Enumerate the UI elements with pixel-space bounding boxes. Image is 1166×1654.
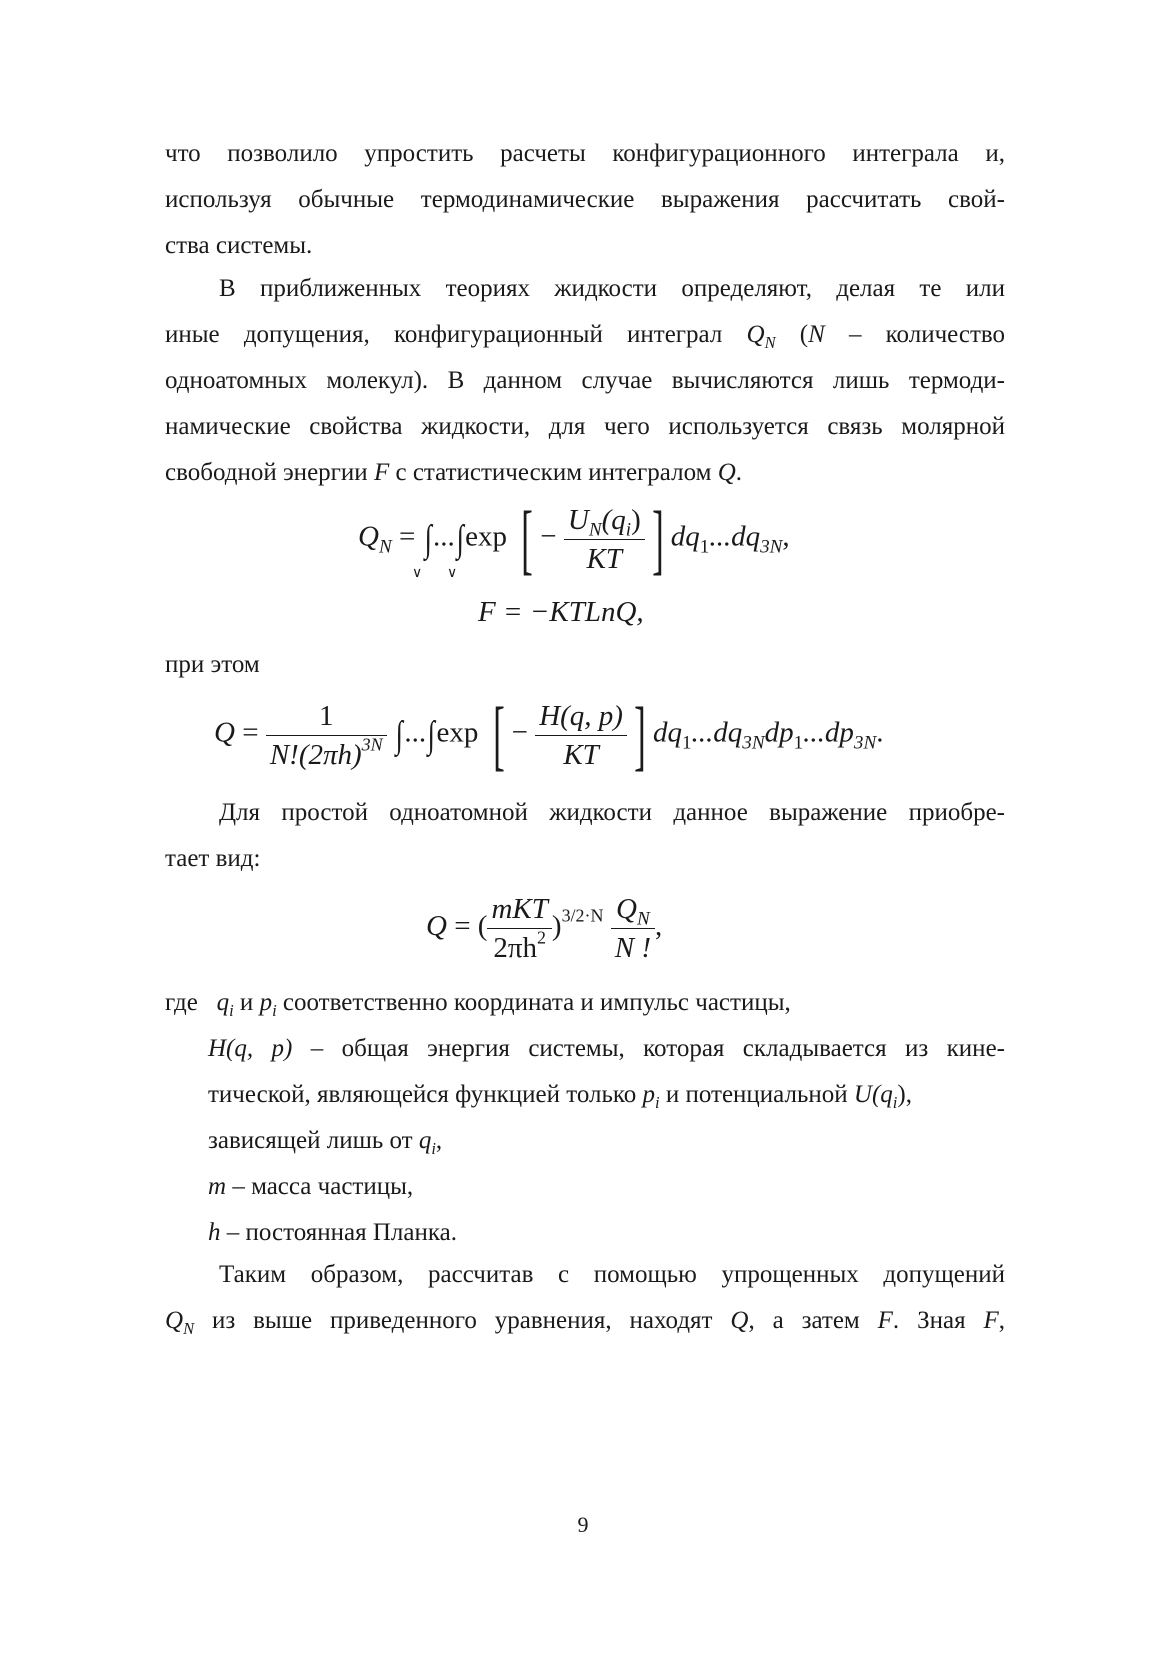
integral-sign: ∫ <box>456 518 464 560</box>
integral-sign: ∫ <box>427 714 435 756</box>
fraction: $\frac{H(q, p)}{KT}$ <box>535 697 627 774</box>
paragraph-4 <box>165 1252 1005 1344</box>
page-number: 9 <box>577 1512 589 1537</box>
text-line: ства системы. <box>165 232 313 259</box>
right-bracket: ] <box>634 691 646 778</box>
text-line: иные допущения, конфигурационный интеграл $Q_N$ (N – количество <box>165 321 1006 352</box>
definition-item: зависящей лишь от $q_i$, <box>208 1127 443 1158</box>
fraction: $\frac{Q_N}{N !}$ <box>611 890 655 967</box>
equation-statistical-integral: Q = $\frac{1}{N!(2\pi h)^{3N}}$ ∫...∫exp [ − $\frac{H(q, p)}{KT}$ ] $dq_1...dq_{3N}dp_1...dp_{3N}$. <box>214 691 884 778</box>
text-line: одноатомных молекул). В данном случае вычисляются лишь термоди- <box>165 367 1005 394</box>
paragraph-text: при этом <box>165 651 260 678</box>
paragraph-2 <box>165 266 1005 496</box>
text-line: Таким образом, рассчитав с помощью упрощенных допущений <box>219 1261 1005 1288</box>
text-line: тает вид: <box>165 845 261 872</box>
text-line: используя обычные термодинамические выражения рассчитать свой- <box>165 186 1005 213</box>
text-line: Для простой одноатомной жидкости данное выражение приобре- <box>219 799 1005 826</box>
text-line: $Q_N$ из выше приведенного уравнения, находят Q, а затем F. Зная F, <box>165 1307 1005 1338</box>
definitions-list <box>165 980 1005 1256</box>
equation-configuration-integral: $Q_N = \int...\int\exp$ [ − $\frac{U_N(q_i)}{KT}$ ] $dq_1...dq_{3N}$, <box>358 495 790 582</box>
volume-mark: ∨ <box>447 566 458 581</box>
definition-item: m – масса частицы, <box>208 1173 414 1200</box>
definition-item: h – постоянная Планка. <box>208 1219 457 1246</box>
integral-sign: ∫ <box>395 714 403 756</box>
text-line: свободной энергии F с статистическим интегралом Q. <box>165 459 743 486</box>
left-bracket: [ <box>521 495 534 582</box>
left-bracket: [ <box>492 691 505 778</box>
equation-monatomic-liquid: Q = ( $\frac{\text{mKT}}{2\pi h^2}$ )$^{3/2\cdot N}$ $\frac{Q_N}{N !}$ , <box>426 890 662 967</box>
integral-sign: ∫ <box>424 518 432 560</box>
definition-item: тической, являющейся функцией только $p_i$ и потенциальной $U(q_i)$, <box>208 1081 912 1112</box>
text-line: намические свойства жидкости, для чего используется связь молярной <box>165 413 1005 440</box>
right-bracket: ] <box>651 495 664 582</box>
definition-item: где $q_i$ и $p_i$ соответственно координата и импульс частицы, <box>165 989 791 1020</box>
equation-free-energy: F = −KTLnQ, <box>478 596 644 628</box>
definition-item: H(q, p) – общая энергия системы, которая складывается из кине- <box>208 1035 1005 1062</box>
paragraph-1 <box>165 131 1005 269</box>
fraction: $\frac{\text{mKT}}{2\pi h^2}$ <box>487 890 551 967</box>
paragraph-3 <box>165 790 1005 882</box>
text-line: что позволило упростить расчеты конфигурационного интеграла и, <box>165 140 1005 167</box>
text-line: В приближенных теориях жидкости определяют, делая те или <box>219 275 1005 302</box>
fraction: $\frac{U_N(q_i)}{KT}$ <box>564 501 645 578</box>
fraction: $\frac{1}{N!(2\pi h)^{3N}}$ <box>266 697 387 774</box>
volume-mark: ∨ <box>412 566 423 581</box>
